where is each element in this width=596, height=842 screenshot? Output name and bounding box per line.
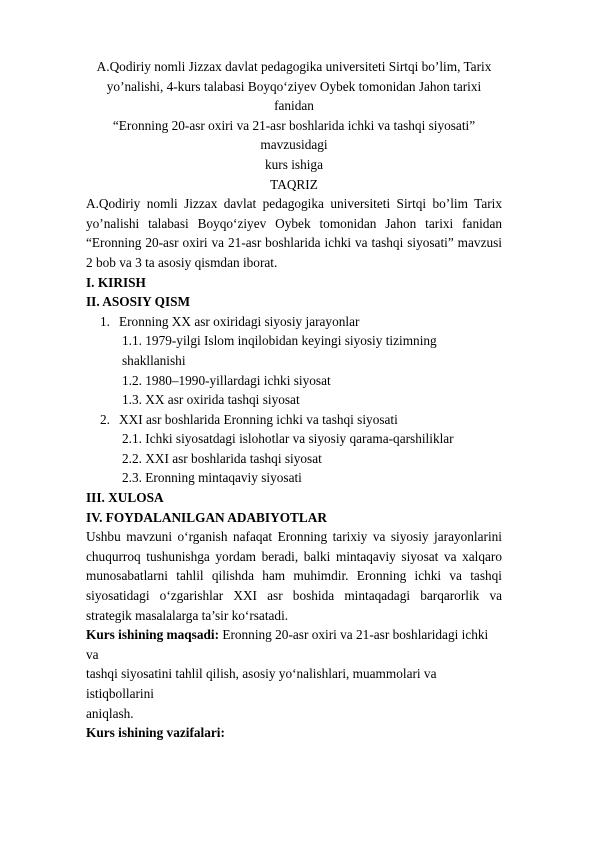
- outline-subitem: 1.2. 1980–1990-yillardagi ichki siyosat: [122, 372, 331, 388]
- chapter-number: 2.: [100, 411, 110, 427]
- aim-text: Eronning 20-asr oxiri va 21-asr boshlaridagi ichki va: [86, 627, 489, 662]
- tasks-label: Kurs ishining vazifalari:: [86, 725, 225, 741]
- outline-section-main: II. ASOSIY QISM: [86, 294, 191, 310]
- outline-chapter-1: [100, 312, 502, 332]
- outline-subitem: 2.3. Eronning mintaqaviy siyosati: [122, 470, 302, 486]
- body-paragraph: Ushbu mavzuni o‘rganish nafaqat Eronning tarixiy va siyosiy jarayonlarini chuqurroq tushunishga yordam beradi, balki mintaqaviy siyosat va xalqaro munosabatlarni tahlil qilishda ham muhimdir. Eronning ichki va tashqi siyosatidagi o‘zgarishlar XXI asr boshida mintaqadagi barqarorlik va strategik masalalarga ta’sir ko‘rsatadi.: [86, 529, 502, 623]
- outline-subitem: 1.1. 1979-yilgi Islom inqilobidan keyingi siyosiy tizimning shakllanishi: [122, 333, 437, 368]
- intro-paragraph: A.Qodiriy nomli Jizzax davlat pedagogika universiteti Sirtqi bo’lim Tarix yo’nalishi talabasi Boyqo‘ziyev Oybek tomonidan Jahon tarixi fanidan “Eronning 20-asr oxiri va 21-asr boshlarida ichki va tashqi siyosati” mavzusi 2 bob va 3 ta asosiy qismdan iborat.: [86, 196, 502, 270]
- outline-chapter-2: [100, 410, 502, 430]
- outline-subitem: 2.1. Ichki siyosatdagi islohotlar va siyosiy qarama-qarshiliklar: [122, 431, 454, 447]
- aim-text-line: aniqlash.: [86, 705, 134, 721]
- document-header: [86, 57, 502, 175]
- chapter-number: 1.: [100, 313, 110, 329]
- outline-subitem: 1.3. XX asr oxirida tashqi siyosat: [122, 392, 300, 408]
- outline-subitem: 2.2. XXI asr boshlarida tashqi siyosat: [122, 450, 322, 466]
- chapter-title: Eronning XX asr oxiridagi siyosiy jarayonlar: [119, 313, 360, 329]
- header-line: “Eronning 20-asr oxiri va 21-asr boshlarida ichki va tashqi siyosati” mavzusidagi: [112, 117, 476, 153]
- header-line: yo’nalishi, 4-kurs talabasi Boyqo‘ziyev Oybek tomonidan Jahon tarixi fanidan: [106, 78, 482, 114]
- header-line: kurs ishiga: [265, 156, 323, 172]
- chapter-title: XXI asr boshlarida Eronning ichki va tashqi siyosati: [119, 411, 398, 427]
- outline-section-conclusion: III. XULOSA: [86, 490, 164, 506]
- outline-section-intro: I. KIRISH: [86, 274, 146, 290]
- header-line: A.Qodiriy nomli Jizzax davlat pedagogika universiteti Sirtqi bo’lim, Tarix: [96, 59, 492, 74]
- document-title: TAQRIZ: [270, 176, 318, 192]
- aim-paragraph: [86, 625, 502, 664]
- document-content: [86, 57, 502, 743]
- aim-text-line: tashqi siyosatini tahlil qilish, asosiy yo‘nalishlari, muammolari va istiqbollarini: [86, 666, 437, 701]
- aim-label: Kurs ishining maqsadi:: [86, 627, 220, 643]
- outline-section-references: IV. FOYDALANILGAN ADABIYOTLAR: [86, 509, 327, 525]
